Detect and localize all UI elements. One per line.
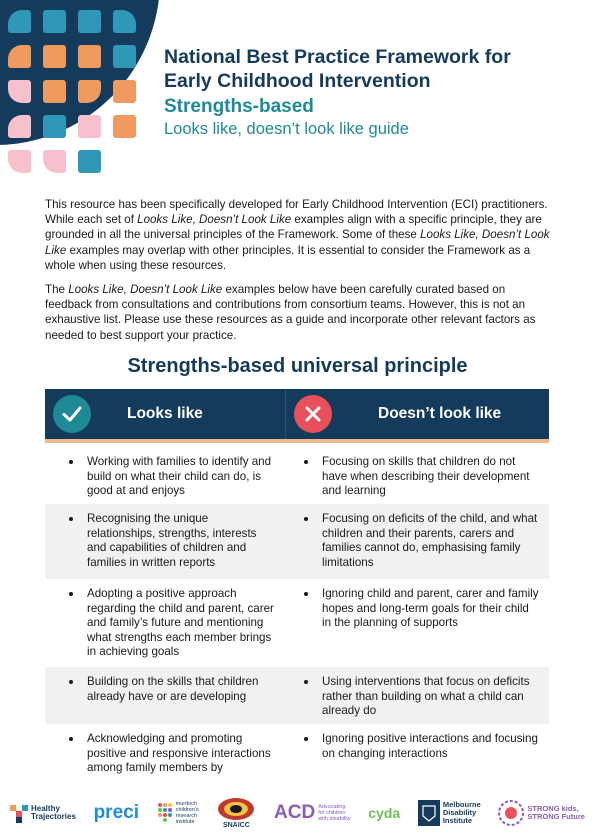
section-heading: Strengths-based universal principle bbox=[127, 355, 468, 377]
header-tile bbox=[43, 10, 66, 33]
header-tile bbox=[113, 115, 136, 138]
table-row bbox=[45, 504, 549, 579]
header-tile bbox=[113, 80, 136, 103]
table-row bbox=[45, 447, 549, 504]
intro-paragraph-2: The Looks Like, Doesn’t Look Like examples below have been carefully curated based on feedback from consultations and contributions from consortium teams. However, this is not an exhaustive list. Please use these resources as a guide and incorporate other relevant factors as needed to best support your practice. bbox=[45, 283, 536, 342]
snaicc-logo: SNAICC bbox=[216, 797, 256, 830]
document-subtitle-guide: Looks like, doesn’t look like guide bbox=[164, 120, 409, 138]
cyda-logo: cyda bbox=[368, 805, 401, 821]
bullet-icon bbox=[304, 592, 308, 596]
preci-logo: preci bbox=[93, 802, 139, 823]
strong-kids-logo: STRONG kids, STRONG Future bbox=[498, 800, 585, 826]
doesnt-look-like-cell: Focusing on deficits of the child, and what children and their parents, carers and families cannot do, emphasising family limitations bbox=[285, 504, 549, 579]
header-tile bbox=[8, 45, 31, 68]
cross-icon bbox=[294, 395, 332, 433]
looks-like-cell: Acknowledging and promoting positive and responsive interactions among family members by bbox=[45, 724, 285, 782]
header-tile bbox=[43, 45, 66, 68]
bullet-icon bbox=[69, 592, 73, 596]
header-tile bbox=[78, 150, 101, 173]
doesnt-look-like-cell: Using interventions that focus on deficits rather than building on what a child can already do bbox=[285, 667, 549, 724]
bullet-icon bbox=[304, 737, 308, 741]
table-header bbox=[45, 389, 549, 443]
table-row bbox=[45, 579, 549, 667]
header-tile bbox=[78, 115, 101, 138]
doesnt-look-like-cell: Ignoring child and parent, carer and family hopes and long-term goals for their child in the planning of supports bbox=[285, 579, 549, 667]
header-tile bbox=[78, 45, 101, 68]
header-tile bbox=[113, 45, 136, 68]
bullet-icon bbox=[304, 517, 308, 521]
bullet-icon bbox=[69, 680, 73, 684]
looks-like-cell: Working with families to identify and build on what their child can do, is good at and enjoys bbox=[45, 447, 285, 504]
murdoch-childrens-logo: murdoch children's research institute bbox=[157, 801, 199, 825]
bullet-icon bbox=[304, 460, 308, 464]
header-tile bbox=[8, 10, 31, 33]
header-tile bbox=[78, 10, 101, 33]
comparison-table bbox=[45, 447, 549, 782]
header-tile bbox=[43, 80, 66, 103]
partner-logos bbox=[10, 793, 585, 833]
intro-text bbox=[45, 197, 550, 352]
bullet-icon bbox=[69, 517, 73, 521]
looks-like-label: Looks like bbox=[127, 405, 203, 422]
looks-like-cell: Recognising the unique relationships, strengths, interests and capabilities of children and families in written reports bbox=[45, 504, 285, 579]
doesnt-look-like-header bbox=[286, 389, 549, 439]
bullet-icon bbox=[69, 460, 73, 464]
header-tile bbox=[8, 115, 31, 138]
header-tile bbox=[43, 150, 66, 173]
bullet-icon bbox=[69, 737, 73, 741]
looks-like-header bbox=[45, 389, 285, 439]
acd-logo: ACD Advocating for children with disability bbox=[274, 802, 351, 823]
doesnt-look-like-label: Doesn’t look like bbox=[378, 405, 502, 422]
document-subtitle: Strengths-based bbox=[164, 96, 314, 117]
doesnt-look-like-cell: Ignoring positive interactions and focusing on changing interactions bbox=[285, 724, 549, 782]
looks-like-cell: Building on the skills that children already have or are developing bbox=[45, 667, 285, 724]
melbourne-disability-institute-logo: Melbourne Disability Institute bbox=[418, 800, 481, 826]
doesnt-look-like-cell: Focusing on skills that children do not have when describing their development and learning bbox=[285, 447, 549, 504]
document-title: National Best Practice Framework for Early Childhood Intervention bbox=[164, 46, 511, 92]
page-header bbox=[0, 0, 595, 178]
intro-paragraph-1: This resource has been specifically developed for Early Childhood Intervention (ECI) practitioners. While each set of Looks Like, Doesn’t Look Like examples align with a specific principle, they are grounded in all the universal principles of the Framework. Some of these Looks Like, Doesn’t Look Like examples may overlap with other principles. It is essential to consider the Framework as a whole when using these resources. bbox=[45, 198, 550, 272]
table-row bbox=[45, 724, 549, 782]
check-icon bbox=[53, 395, 91, 433]
bullet-icon bbox=[304, 680, 308, 684]
table-row bbox=[45, 667, 549, 724]
looks-like-cell: Adopting a positive approach regarding the child and parent, carer and family’s future and mentioning what strengths each member brings in achieving goals bbox=[45, 579, 285, 667]
healthy-trajectories-logo: Healthy Trajectories bbox=[10, 801, 76, 825]
header-tile bbox=[8, 150, 31, 173]
header-tile bbox=[43, 115, 66, 138]
